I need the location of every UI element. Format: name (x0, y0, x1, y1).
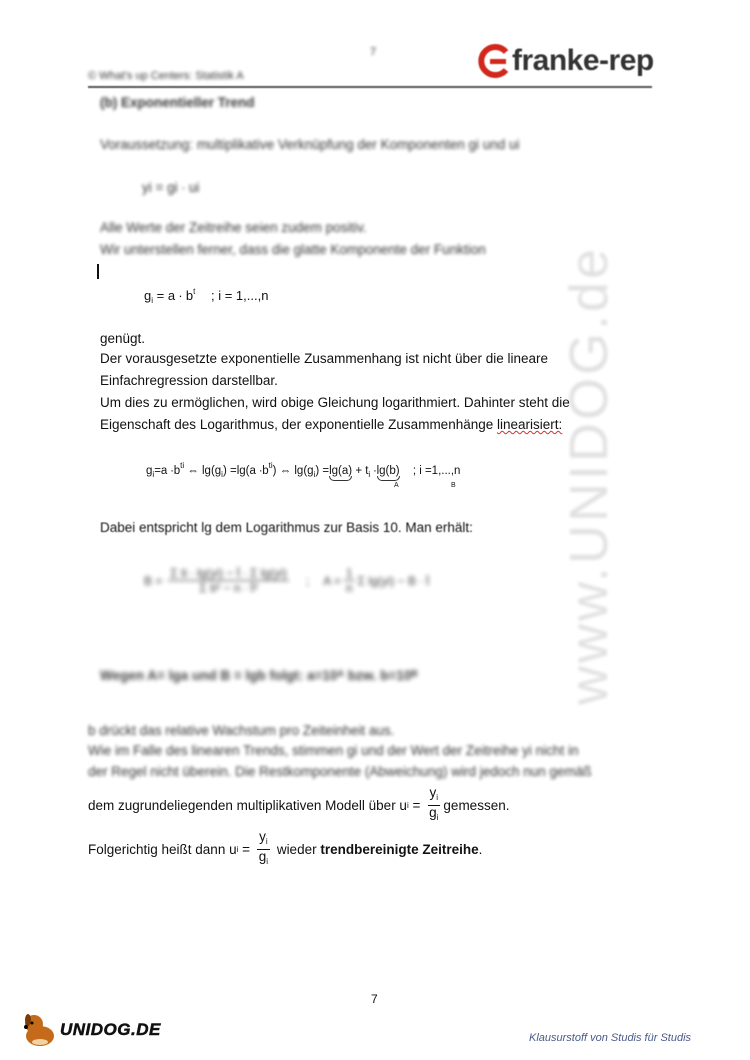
growth-line-3: der Regel nicht überein. Die Restkomponente (Abweichung) wird jedoch nun gemäß (88, 764, 592, 779)
dog-icon (20, 1012, 60, 1048)
header-rule (88, 86, 652, 88)
intro-text: Voraussetzung: multiplikative Verknüpfung der Komponenten gi und ui (100, 137, 520, 152)
section-title: (b) Exponentieller Trend (100, 95, 255, 110)
estimator-a-fraction (344, 566, 355, 595)
estimator-separator: ; (305, 573, 310, 588)
conclusion-fraction (257, 830, 270, 869)
conclusion-eq: = (238, 841, 254, 857)
trend-formula (144, 287, 268, 305)
log-formula-part: ) ⇔ lg(g (272, 465, 314, 477)
conclusion-text: Folgerichtig heißt dann u (88, 841, 237, 857)
wegen-line: Wegen A= lga und B = lgb folgt: a=10ᴬ bzw. b=10ᴮ (100, 668, 418, 683)
estimator-b-fraction (168, 566, 289, 595)
page-number: 7 (371, 992, 378, 1006)
underbrace-a: lg(a) (329, 465, 353, 477)
measure-fraction-num-sub: i (436, 793, 439, 802)
log-formula-part: =a ∙b (154, 465, 181, 477)
estimator-a-denominator: n (345, 581, 353, 595)
trend-formula-rhs: = a ∙ b (156, 288, 194, 303)
paragraph-line-4: Um dies zu ermöglichen, wird obige Gleichung logarithmiert. Dahinter steht die (100, 395, 570, 410)
basis-line: Dabei entspricht lg dem Logarithmus zur Basis 10. Man erhält: (100, 520, 473, 535)
log-formula-sup: ti (268, 461, 273, 470)
assumption-line-2: Wir unterstellen ferner, dass die glatte Komponente der Funktion (100, 242, 486, 257)
log-formula-part: + t (355, 465, 369, 477)
measure-fraction-den-sub: i (436, 813, 439, 822)
trend-formula-rhs-sup: t (193, 287, 196, 296)
log-formula-part: g (146, 465, 153, 477)
log-formula-index: ; i =1,...,n (412, 465, 461, 477)
trend-formula-lhs: g (144, 288, 152, 303)
conclusion-fraction-num: y (259, 829, 266, 844)
estimator-a-label: A = (323, 573, 341, 588)
trend-formula-lhs-sub: i (151, 296, 154, 305)
estimator-b-label: B = (144, 573, 163, 588)
log-formula-sub: i (221, 470, 223, 479)
log-formula-sub: i (313, 470, 316, 479)
franke-rep-logo-icon (478, 44, 512, 78)
measure-line-eq: = (408, 797, 425, 813)
paragraph-line-3: Einfachregression darstellbar. (100, 373, 278, 388)
conclusion-sub: i (236, 844, 239, 854)
franke-rep-logo (478, 44, 654, 78)
unidog-logo (20, 1012, 161, 1048)
measure-fraction (427, 786, 440, 825)
paragraph-line-5 (100, 414, 562, 436)
log-formula-part: ∙ (373, 465, 377, 477)
brace-label-b: B (451, 482, 456, 489)
log-formula-sub: i (152, 470, 155, 479)
measure-fraction-den: g (429, 805, 437, 820)
log-formula (146, 461, 460, 479)
paragraph-line-1: genügt. (100, 331, 146, 346)
measure-fraction-num: y (429, 785, 437, 800)
conclusion-line (88, 830, 482, 869)
conclusion-fraction-num-sub: i (265, 837, 268, 846)
paragraph-line-5-text: Eigenschaft des Logarithmus, der exponentielle Zusammenhänge (100, 417, 497, 432)
underbrace-b: lg(b) (376, 465, 400, 477)
footer-tagline: Klausurstoff von Studis für Studis (529, 1032, 692, 1044)
log-formula-part: ) = (315, 465, 330, 477)
measure-line-text: dem zugrundeliegenden multiplikativen Modell über u (88, 797, 407, 813)
watermark: www.UNIDOG.de (559, 245, 619, 705)
log-formula-part: ) =lg(a ∙b (222, 465, 269, 477)
unidog-text: UNIDOG.DE (60, 1020, 161, 1039)
model-formula: yi = gi ∙ ui (142, 180, 200, 195)
conclusion-end: . (478, 841, 483, 857)
measure-line (88, 786, 509, 825)
logo-text: franke-rep (512, 44, 654, 77)
log-formula-sup: ti (180, 461, 185, 470)
log-formula-sub: i (368, 470, 371, 479)
spellcheck-word: linearisiert: (497, 417, 563, 432)
trend-formula-index: ; i = 1,...,n (211, 288, 269, 303)
growth-line-1: b drückt das relative Wachstum pro Zeiteinheit aus. (88, 723, 395, 738)
estimator-formula (144, 566, 429, 595)
top-page-number: 7 (370, 46, 377, 58)
measure-line-sub: i (406, 800, 409, 810)
conclusion-after: wieder (273, 841, 321, 857)
estimator-a-numerator: 1 (345, 566, 353, 580)
header-source: © What's up Centers: Statistik A (88, 70, 244, 82)
text-cursor (97, 264, 99, 279)
estimator-b-denominator: Σ ti² − n ∙ t̄² (199, 581, 258, 595)
estimator-b-numerator: Σ ti ∙ lg(yi) − t̄ ∙ Σ lg(yi) (170, 566, 287, 580)
assumption-line-1: Alle Werte der Zeitreihe seien zudem positiv. (100, 220, 367, 235)
brace-label-a: A (394, 482, 399, 489)
conclusion-fraction-den-sub: i (266, 857, 269, 866)
measure-line-after: gemessen. (443, 797, 510, 813)
conclusion-fraction-den: g (258, 849, 267, 864)
paragraph-line-2: Der vorausgesetzte exponentielle Zusammenhang ist nicht über die lineare (100, 351, 549, 366)
estimator-a-rest: Σ lg(yi) − B ∙ t̄ (357, 573, 430, 588)
conclusion-bold: trendbereinigte Zeitreihe (320, 841, 479, 857)
growth-line-2: Wie im Falle des linearen Trends, stimmen gi und der Wert der Zeitreihe yi nicht in (88, 743, 579, 758)
log-formula-part: ⇔ lg(g (187, 465, 222, 477)
